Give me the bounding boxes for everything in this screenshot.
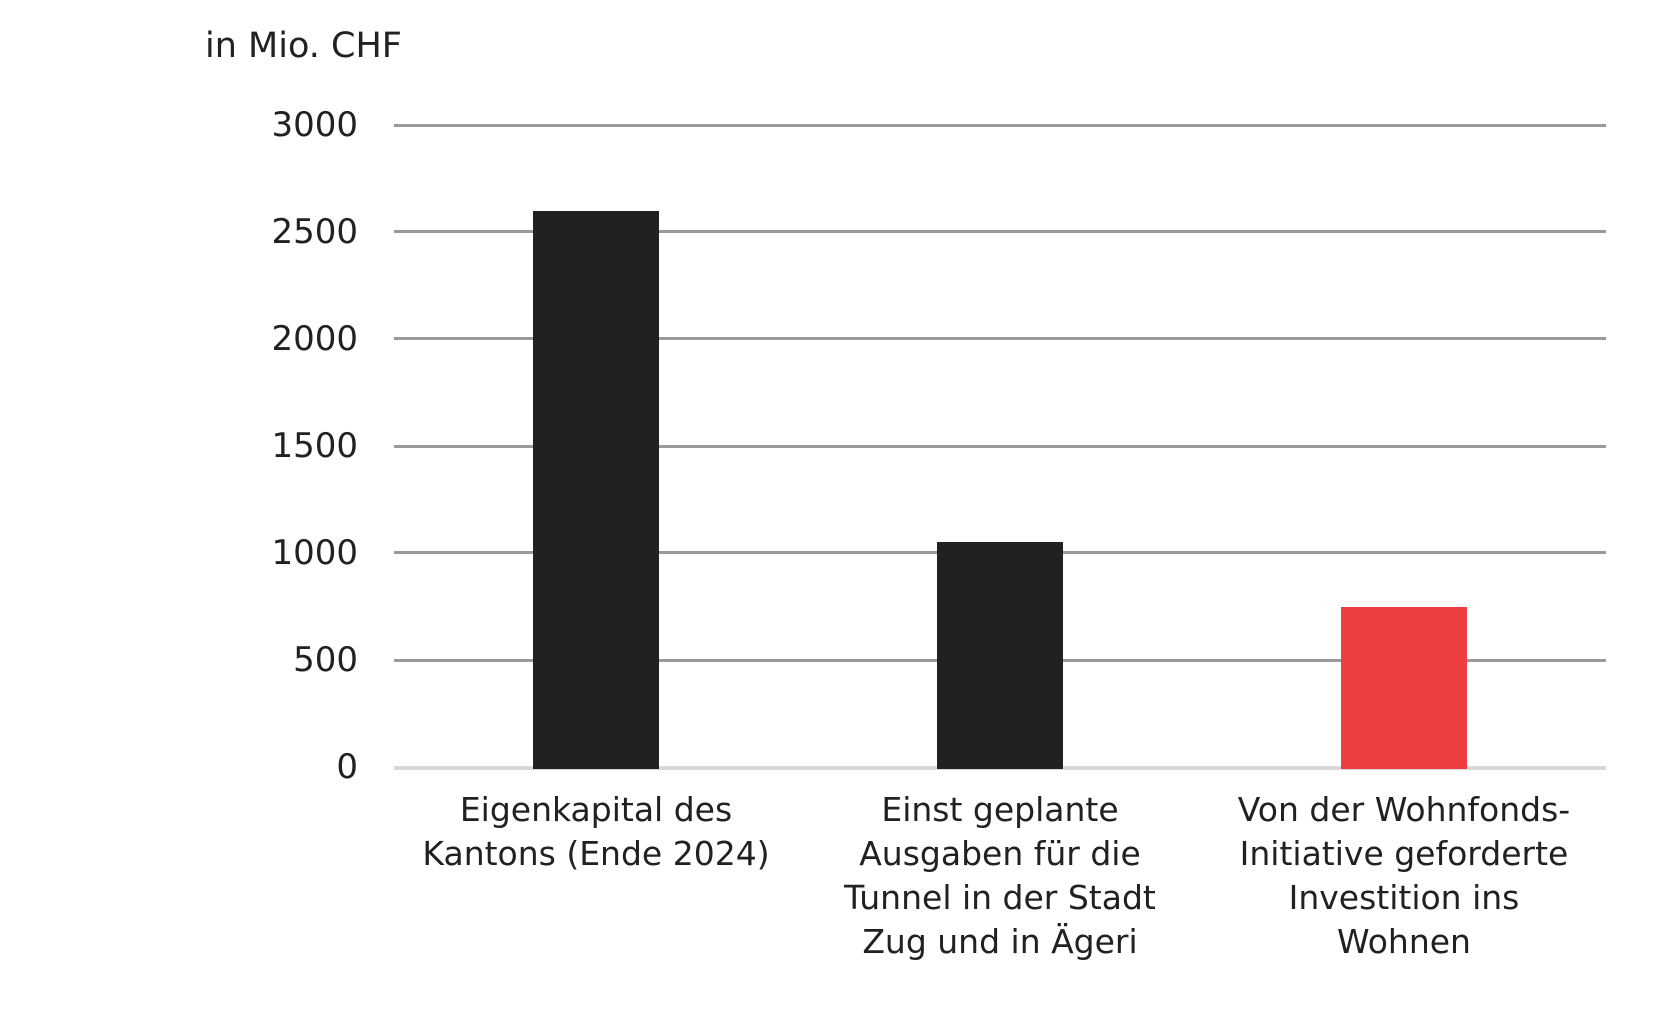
category-label-line: Wohnen	[1337, 922, 1471, 961]
category-label-line: Tunnel in der Stadt	[844, 878, 1156, 917]
y-axis	[0, 105, 358, 787]
y-tick-label: 500	[293, 640, 358, 680]
category-label-line: Investition ins	[1288, 878, 1520, 917]
y-tick-label: 2500	[271, 211, 358, 252]
chart-title: in Mio. CHF	[205, 26, 402, 66]
category-label-line: Zug und in Ägeri	[862, 922, 1138, 961]
bar-slot	[798, 125, 1202, 767]
y-tick-label: 2000	[271, 318, 358, 359]
category-label-line: Von der Wohnfonds-	[1237, 790, 1571, 829]
bars-row	[394, 125, 1606, 767]
y-tick-label: 0	[336, 747, 358, 787]
category-label-line: Ausgaben für die	[859, 834, 1141, 873]
category-label-0	[394, 788, 798, 964]
y-tick-label: 3000	[271, 105, 358, 145]
y-tick-label: 1000	[271, 532, 358, 573]
bar-1	[937, 542, 1063, 769]
x-axis-labels	[394, 788, 1606, 964]
category-label-2	[1202, 788, 1606, 964]
category-label-line: Kantons (Ende 2024)	[422, 834, 770, 873]
category-label-line: Initiative geforderte	[1239, 834, 1569, 873]
category-label-line: Eigenkapital des	[459, 790, 733, 829]
bar-2	[1341, 607, 1467, 770]
plot-area	[394, 125, 1606, 767]
category-label-1	[798, 788, 1202, 964]
category-label-line: Einst geplante	[881, 790, 1119, 829]
bar-slot	[1202, 125, 1606, 767]
y-tick-label: 1500	[271, 426, 358, 466]
bar-0	[533, 211, 659, 769]
bar-slot	[394, 125, 798, 767]
